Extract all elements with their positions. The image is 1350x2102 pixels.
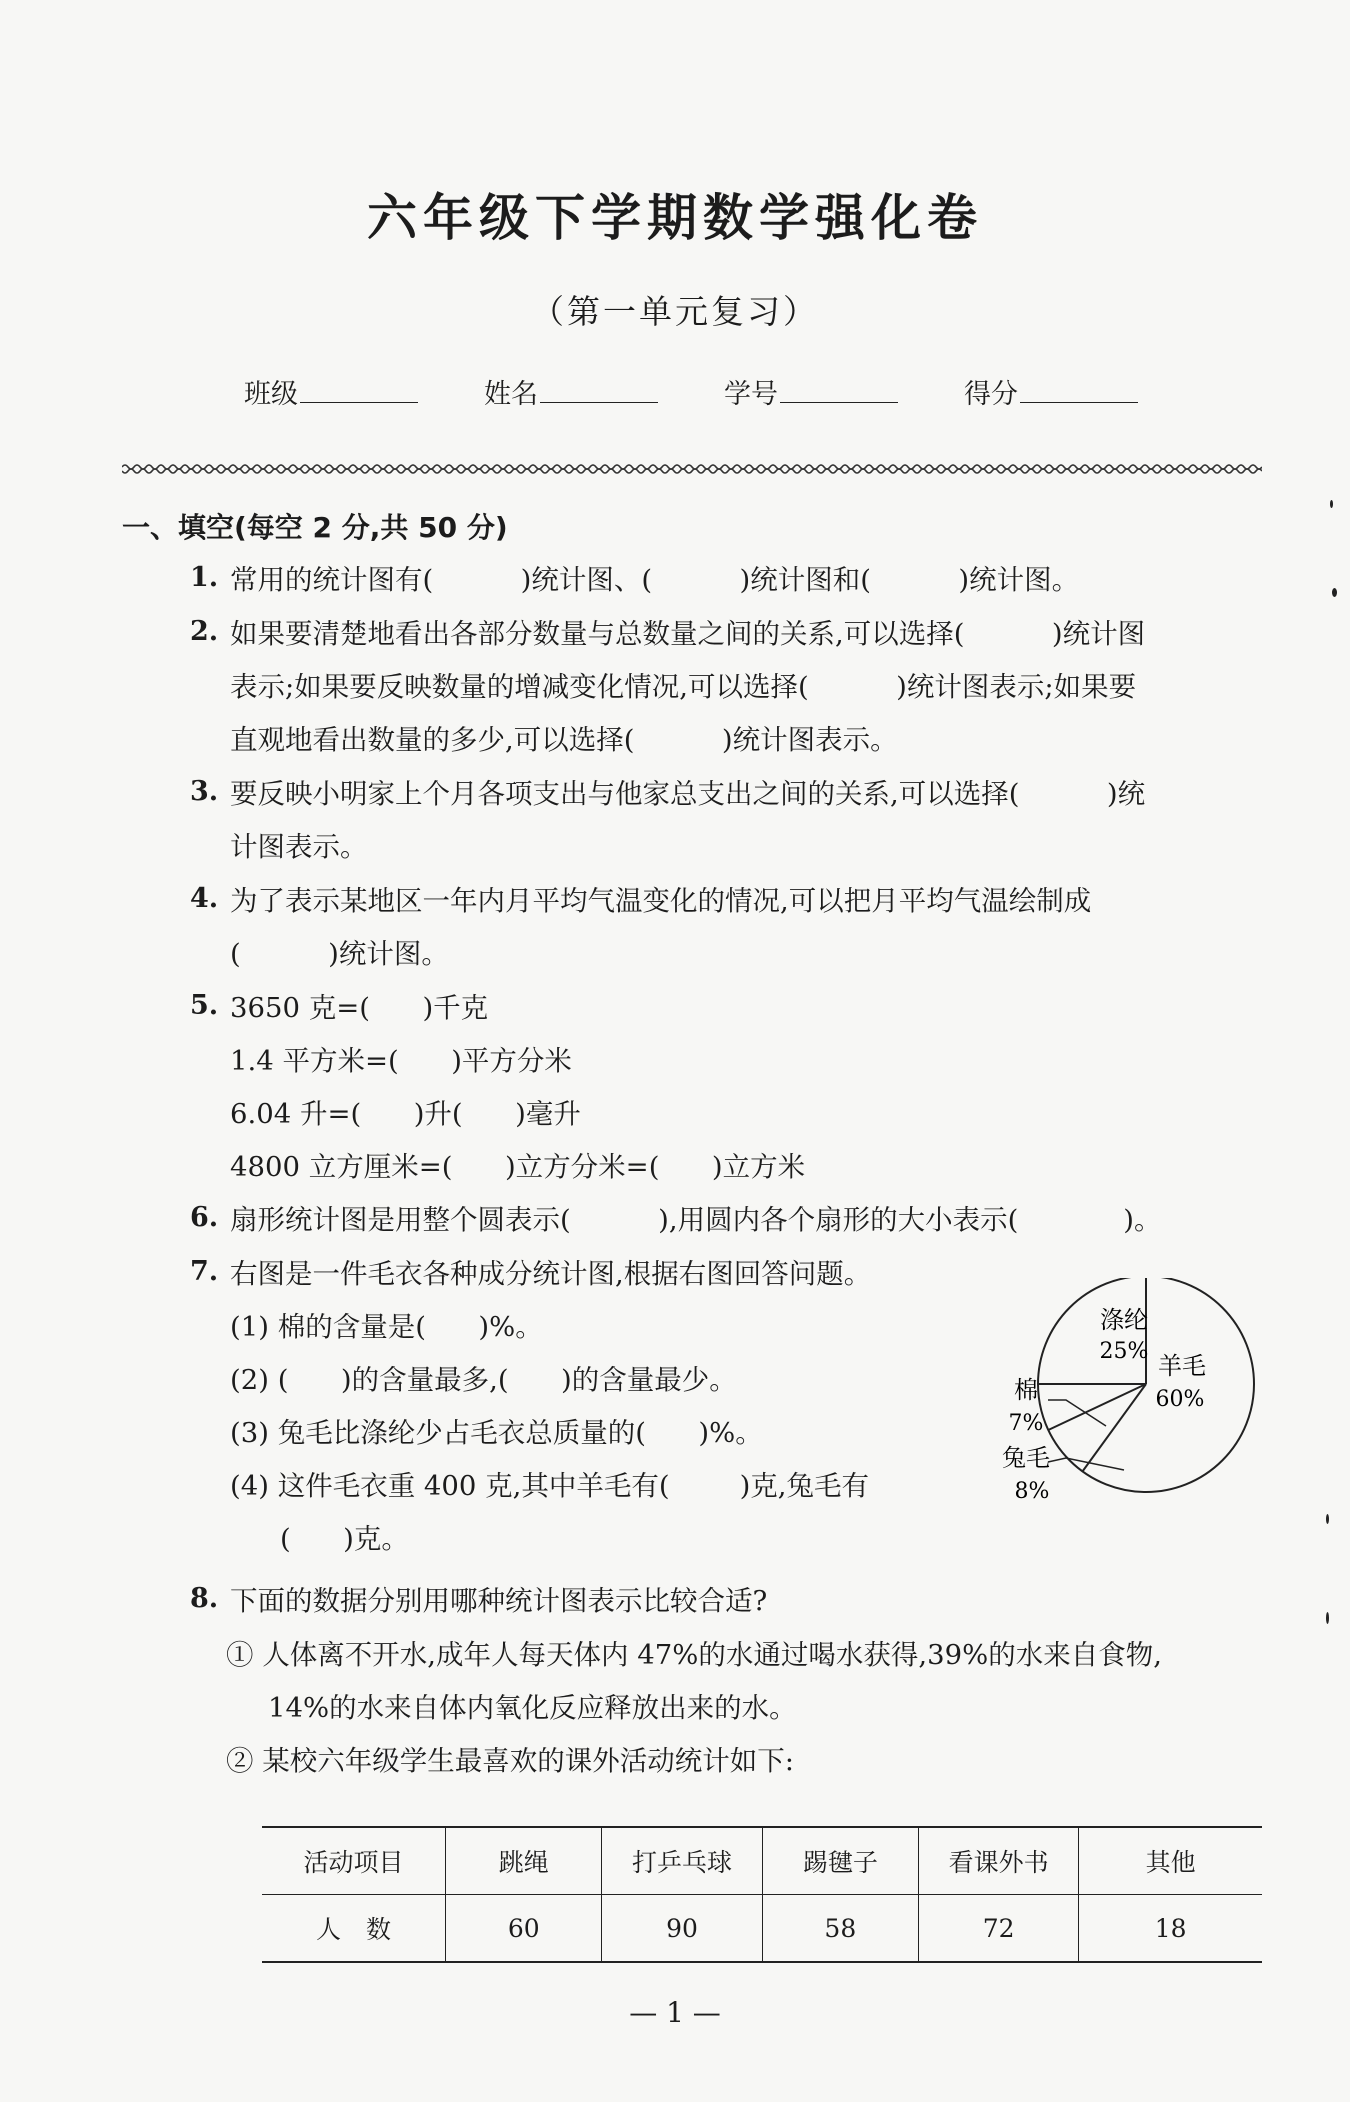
table-cell: 90 xyxy=(602,1895,762,1963)
score-field[interactable] xyxy=(964,372,1138,411)
question-7-sub-3: (3) 兔毛比涤纶少占毛衣总质量的( )%。 xyxy=(230,1417,763,1449)
student-number-label: 学号 xyxy=(724,379,778,410)
name-field[interactable] xyxy=(484,372,658,411)
question-8-text: 下面的数据分别用哪种统计图表示比较合适? xyxy=(230,1585,768,1617)
name-blank[interactable] xyxy=(540,376,658,403)
question-3-number: 3. xyxy=(190,776,219,807)
question-8-number: 8. xyxy=(190,1583,219,1614)
scan-speck xyxy=(1326,1612,1329,1624)
pie-value-label: 25% xyxy=(1099,1339,1149,1364)
pie-value-label: 8% xyxy=(1014,1479,1050,1504)
question-7-sub-4-cont: ( )克。 xyxy=(280,1523,409,1555)
question-2-line-1: 如果要清楚地看出各部分数量与总数量之间的关系,可以选择( )统计图 xyxy=(230,618,1146,650)
table-cell: 人 数 xyxy=(262,1895,446,1963)
table-header-cell: 看课外书 xyxy=(919,1827,1079,1895)
question-8-item-1-line-1: ① 人体离不开水,成年人每天体内 47%的水通过喝水获得,39%的水来自食物, xyxy=(226,1639,1162,1671)
pie-slice-boundary xyxy=(1083,1384,1146,1471)
question-1-number: 1. xyxy=(190,562,219,593)
question-4-line-2: ( )统计图。 xyxy=(230,938,449,970)
class-label: 班级 xyxy=(244,379,298,410)
activity-stats-table xyxy=(262,1826,1262,1963)
table-cell: 72 xyxy=(919,1895,1079,1963)
question-5-line-2: 1.4 平方米=( )平方分米 xyxy=(230,1045,572,1077)
scan-speck xyxy=(1332,588,1337,597)
score-blank[interactable] xyxy=(1020,376,1138,403)
pie-label: 羊毛 xyxy=(1158,1352,1206,1380)
question-5-number: 5. xyxy=(190,990,219,1021)
question-7-sub-2: (2) ( )的含量最多,( )的含量最少。 xyxy=(230,1364,737,1396)
table-row xyxy=(262,1895,1262,1963)
class-field[interactable] xyxy=(244,372,418,411)
pie-value-label: 60% xyxy=(1155,1387,1205,1412)
question-8-item-2: ② 某校六年级学生最喜欢的课外活动统计如下: xyxy=(226,1745,795,1777)
question-3-line-2: 计图表示。 xyxy=(230,831,368,863)
wavy-divider xyxy=(122,462,1262,476)
section-heading: 一、填空(每空 2 分,共 50 分) xyxy=(122,511,508,544)
pie-value-label: 7% xyxy=(1008,1411,1044,1436)
sweater-composition-pie-chart xyxy=(996,1278,1266,1518)
pie-label: 棉 xyxy=(1014,1376,1038,1404)
question-3-line-1: 要反映小明家上个月各项支出与他家总支出之间的关系,可以选择( )统 xyxy=(230,778,1146,810)
page-number: — 1 — xyxy=(629,1996,721,2029)
question-6-text: 扇形统计图是用整个圆表示( ),用圆内各个扇形的大小表示( )。 xyxy=(230,1204,1162,1236)
scan-speck xyxy=(1326,1514,1329,1524)
table-cell: 18 xyxy=(1079,1895,1262,1963)
table-header-cell: 其他 xyxy=(1079,1827,1262,1895)
question-5-line-4: 4800 立方厘米=( )立方分米=( )立方米 xyxy=(230,1151,806,1183)
scan-speck xyxy=(1330,500,1333,508)
student-number-field[interactable] xyxy=(724,372,898,411)
score-label: 得分 xyxy=(964,379,1018,410)
table-header-cell: 踢毽子 xyxy=(762,1827,918,1895)
table-header-row xyxy=(262,1827,1262,1895)
question-5-line-1: 3650 克=( )千克 xyxy=(230,992,489,1024)
table-cell: 58 xyxy=(762,1895,918,1963)
page-title: 六年级下学期数学强化卷 xyxy=(367,188,983,247)
table-header-cell: 活动项目 xyxy=(262,1827,446,1895)
question-8-item-1-line-2: 14%的水来自体内氧化反应释放出来的水。 xyxy=(268,1692,797,1724)
pie-slice-boundary xyxy=(1048,1384,1146,1430)
question-4-line-1: 为了表示某地区一年内月平均气温变化的情况,可以把月平均气温绘制成 xyxy=(230,885,1092,917)
question-5-line-3: 6.04 升=( )升( )毫升 xyxy=(230,1098,581,1130)
page-subtitle: （第一单元复习） xyxy=(531,292,819,331)
question-7-sub-1: (1) 棉的含量是( )%。 xyxy=(230,1311,543,1343)
table-header-cell: 打乒乓球 xyxy=(602,1827,762,1895)
question-7-number: 7. xyxy=(190,1256,219,1287)
student-number-blank[interactable] xyxy=(780,376,898,403)
pie-leader-line xyxy=(1048,1400,1106,1426)
class-blank[interactable] xyxy=(300,376,418,403)
question-2-number: 2. xyxy=(190,616,219,647)
question-7-text: 右图是一件毛衣各种成分统计图,根据右图回答问题。 xyxy=(230,1258,872,1290)
pie-label: 兔毛 xyxy=(1002,1444,1050,1472)
pie-label: 涤纶 xyxy=(1100,1306,1148,1334)
question-2-line-2: 表示;如果要反映数量的增减变化情况,可以选择( )统计图表示;如果要 xyxy=(230,671,1137,703)
table-cell: 60 xyxy=(446,1895,602,1963)
question-1-text: 常用的统计图有( )统计图、( )统计图和( )统计图。 xyxy=(230,564,1080,596)
question-2-line-3: 直观地看出数量的多少,可以选择( )统计图表示。 xyxy=(230,724,898,756)
question-7-sub-4: (4) 这件毛衣重 400 克,其中羊毛有( )克,兔毛有 xyxy=(230,1470,870,1502)
question-4-number: 4. xyxy=(190,883,219,914)
name-label: 姓名 xyxy=(484,379,538,410)
question-6-number: 6. xyxy=(190,1202,219,1233)
table-header-cell: 跳绳 xyxy=(446,1827,602,1895)
